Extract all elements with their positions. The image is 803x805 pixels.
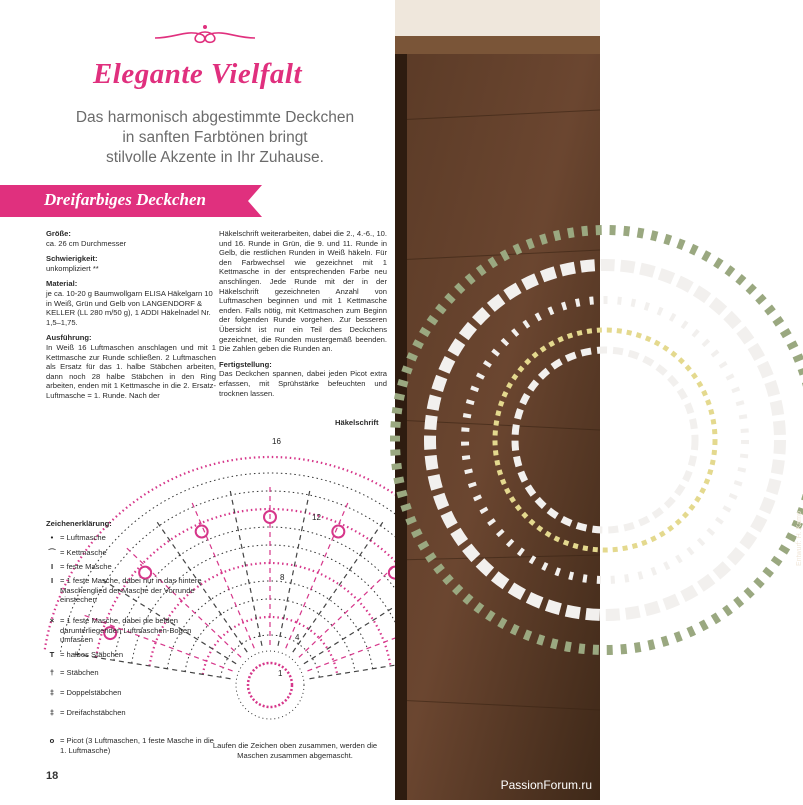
doily-photo-image	[395, 0, 600, 800]
difficulty-heading: Schwierigkeit:	[46, 254, 98, 264]
chart-round-number: 12	[312, 513, 321, 522]
legend-text: = Picot (3 Luftmaschen, 1 feste Masche in die 1. Luftmasche)	[60, 736, 214, 755]
instructions-text: Häkelschrift weiterarbeiten, dabei die 2., 4.-6., 10. und 16. Runde in Grün, die 9. und 11. Runde in Gelb, die restlichen Runden in Weiß häkeln. Für den Farbwechsel wie gezeichnet mit 1 Kettmasche in der entsprechenden Farbe neu anschlingen. Jede Runde mit der in der Häkelschrift gezeichneten Anzahl von Luftmaschen beginnen und mit 1 Kettmasche enden. Falls nötig, mit Kettmaschen zum Beginn der folgenden Runde vorgehen. Zur besseren Übersicht ist nur ein Teil des Deckchens gezeichnet, die Runden mustergemäß beenden. Die Zahlen geben die Runden an.	[219, 229, 387, 354]
design-credit: Entwurf: H. Kamp	[796, 511, 803, 566]
legend-text: = Luftmasche	[60, 533, 106, 542]
legend-text: = halbes Stäbchen	[60, 650, 124, 659]
site-watermark: PassionForum.ru	[500, 778, 592, 792]
material-text: je ca. 10-20 g Baumwollgarn ELISA Häkelgarn 10 in Weiß, Grün und Gelb von LANGENDORF & KELLER (LL 280 m/50 g), 1 ADDI Häkelnadel Nr. 1,5–1,75.	[46, 288, 213, 327]
legend-symbol: •	[50, 533, 54, 542]
legend-symbol: I	[50, 576, 54, 585]
page-title: Elegante Vielfalt	[92, 58, 303, 90]
doily-photo	[395, 0, 803, 800]
chart-note: Laufen die Zeichen oben zusammen, werden die Maschen zusammen abgemascht.	[212, 741, 378, 760]
legend-symbol: o	[49, 736, 55, 745]
legend-symbol: ⌒	[48, 548, 56, 557]
section-title: Dreifarbiges Deckchen	[44, 190, 206, 209]
instructions-column-1	[46, 229, 216, 407]
legend-text: = Doppelstäbchen	[60, 688, 122, 697]
chart-picot	[332, 526, 344, 538]
legend-text: = 1 feste Masche, dabei die beiden darunterliegenden Luftmaschen-Bogen umfassen	[60, 616, 192, 645]
size-text: ca. 26 cm Durchmesser	[46, 238, 127, 248]
size-heading: Größe:	[46, 229, 71, 238]
finish-text: Das Deckchen spannen, dabei jeden Picot extra erfassen, mit Sprühstärke befeuchten und trocknen lassen.	[219, 369, 387, 398]
chart-stitch	[286, 501, 349, 648]
chart-center-ring	[248, 663, 292, 707]
legend-symbol: †	[49, 668, 55, 677]
instructions-column-2	[219, 229, 387, 404]
legend-text: = Stäbchen	[60, 668, 99, 677]
legend-symbol: T	[49, 650, 55, 659]
chart-round-number: 1	[278, 669, 283, 678]
legend-text: = 1 feste Masche, dabei nur in das hintere Maschenglied der Masche der Vorrunde einstechen	[60, 576, 202, 605]
legend-text: = Kettmasche	[60, 548, 107, 557]
subtitle-line: Das harmonisch abgestimmte Deckchen	[75, 109, 355, 126]
legend-text: = feste Masche	[60, 562, 112, 571]
chart-round-number: 16	[272, 437, 281, 446]
finish-heading: Fertigstellung:	[219, 359, 272, 369]
subtitle-line: stilvolle Akzente in Ihr Zuhause.	[106, 149, 324, 166]
chart-round-number: 8	[280, 573, 285, 582]
difficulty-text: unkompliziert **	[46, 263, 99, 273]
material-heading: Material:	[46, 279, 78, 289]
chart-round-number: 4	[295, 633, 300, 642]
chart-stitch	[293, 521, 384, 653]
text-column-area	[0, 0, 395, 800]
legend-symbol: ‡	[49, 708, 55, 717]
title-ornament-icon	[150, 22, 260, 50]
chart-round	[236, 651, 304, 719]
execution-heading: Ausführung:	[46, 333, 92, 343]
chart-label: Häkelschrift	[335, 418, 379, 427]
page-number: 18	[46, 770, 59, 782]
legend-symbol: I	[50, 562, 54, 571]
execution-text: In Weiß 16 Luftmaschen anschlagen und mit 1 Kettmasche zur Runde schließen. 2 Luftmaschen als Ersatz für das 1. halbe Stäbchen arbeiten, dann noch 28 halbe Stäbchen in den Ring arbeiten, enden mit 1 Kettmasche in die 2. Ersatz-Luftmasche = 1. Runde. Nach der	[46, 342, 216, 400]
legend-title: Zeichenerklärung:	[46, 519, 112, 528]
page-subtitle	[60, 108, 370, 168]
legend-symbol: ×	[49, 616, 55, 625]
subtitle-line: in sanften Farbtönen bringt	[122, 129, 308, 146]
legend-symbol: ‡	[49, 688, 55, 697]
legend-text: = Dreifachstäbchen	[60, 708, 126, 717]
chart-stitch	[230, 489, 262, 646]
